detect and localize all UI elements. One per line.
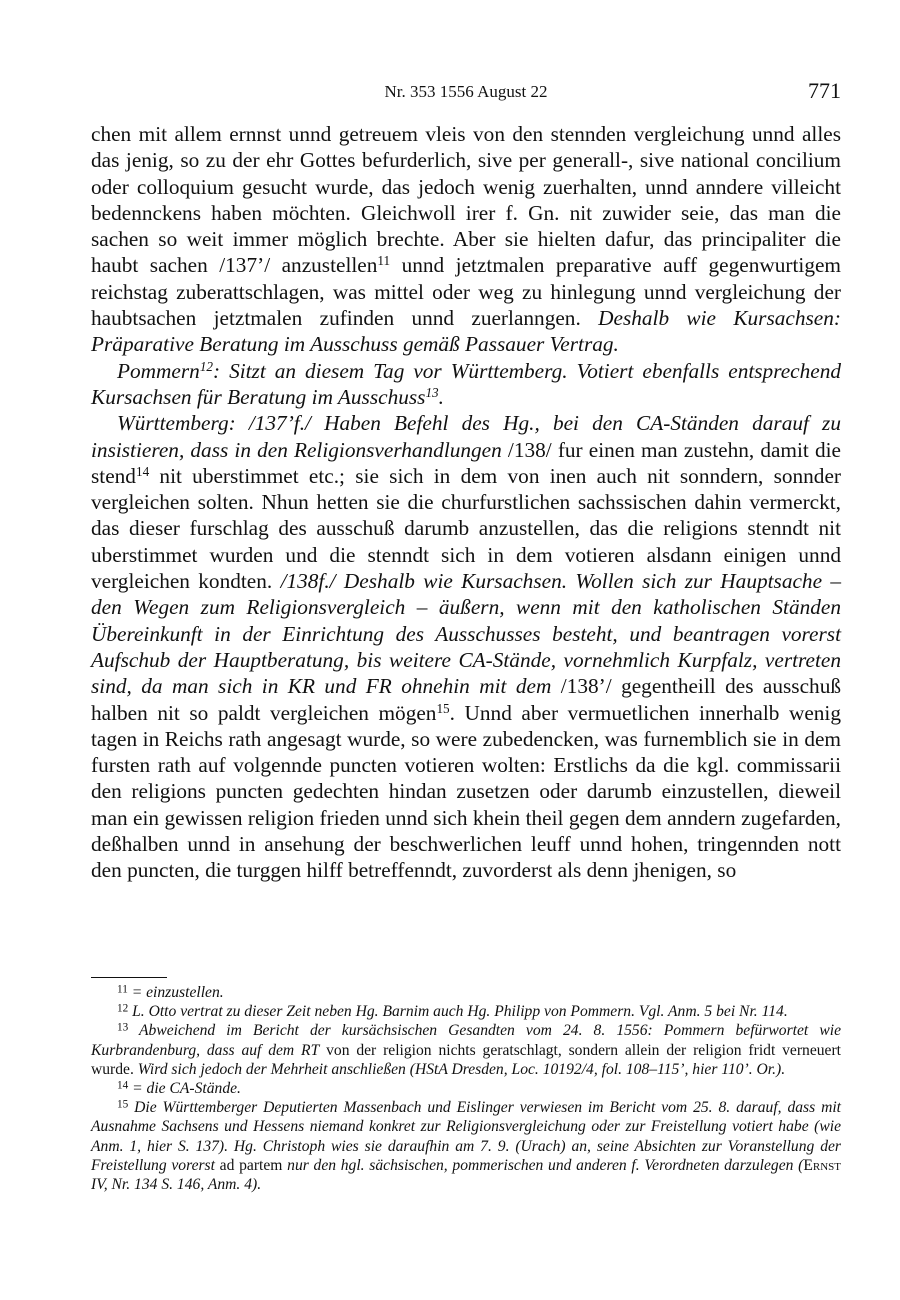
footnote-ref-15[interactable]: 15 [436, 700, 450, 716]
footnote-text: L. Otto vertrat zu dieser Zeit neben Hg. Barnim auch Hg. Philipp von Pommern. Vgl. Anm. 5 bei Nr. 114. [128, 1003, 788, 1021]
speaker-pommern: Pommern [117, 358, 200, 383]
editorial-summary: Württemberg: /137’f./ Haben Befehl des Hg., bei den CA-Ständen darauf zu insistieren, dass in den Religionsverhandlungen [91, 411, 841, 462]
footnote-ref-13[interactable]: 13 [425, 384, 439, 400]
footnote-number: 11 [117, 983, 128, 996]
footnote-13 [91, 1021, 841, 1079]
text-segment: nit uberstimmet etc.; sie sich in dem von inen auch nit sonndern, sonnder vergleichen solten. Nhun hetten sie die churfurstlichen sachssischen dahin vermerckt, das dieser furschlag des ausschuß darumb anzustellen, das die religions stenndt nit uberstimmet wurden und die stenndt sich in dem votieren alsdann einigen unnd vergleichen kondten. [91, 463, 841, 594]
footnote-quote: von der religion nichts geratschlagt, sondern allein der religion fridt verneuert wurde. [91, 1041, 841, 1078]
footnote-ref-11[interactable]: 11 [377, 253, 391, 269]
footnote-number: 13 [117, 1021, 129, 1034]
footnote-ref-14[interactable]: 14 [135, 463, 150, 479]
footnote-text: nur den hgl. sächsischen, pommerischen und anderen f. Verordneten darzulegen ( [287, 1156, 804, 1174]
footnote-11 [91, 983, 841, 1002]
footnote-number: 14 [117, 1079, 129, 1092]
footnote-number: 12 [117, 1002, 129, 1015]
footnote-text: = einzustellen. [127, 984, 224, 1001]
footnote-divider [91, 977, 167, 978]
footnote-text: Abweichend im Bericht der kursächsischen Gesandten vom 24. 8. 1556: Pommern befürwortet wie Kurbrandenburg, dass auf dem RT [91, 1022, 841, 1059]
text-segment: . Unnd aber vermuetlichen innerhalb wenig tagen in Reichs rath angesagt wurde, so were zubedencken, was furnemblich sie in dem fursten rath auf volgennde puncten votieren wolten: Erstlichs da die kgl. commissarii den religions puncten gedechten hindan zusetzen oder darumb einzustellen, dieweil man ein gewissen religion frieden unnd sich khein theil gegen dem anndern zugefarden, deßhalben unnd in ansehung der beschwerlichen leuff unnd hohen, tringennden nott den puncten, die turggen hilff betreffenndt, zuvorderst als denn jhenigen, so [91, 700, 841, 883]
footnote-12 [91, 1002, 841, 1021]
editorial-summary: /138f./ Deshalb wie Kursachsen. Wollen sich zur Hauptsache – den Wegen zum Religionsvergleich – äußern, wenn mit den katholischen Ständen Übereinkunft in der Einrichtung des Ausschusses besteht, und beantragen vorerst Aufschub der Hauptberatung, bis weitere CA-Stände, vornehmlich Kurpfalz, vertreten sind, da man sich in KR und FR ohnehin mit dem [91, 569, 842, 699]
editorial-summary: : Sitzt an diesem Tag vor Württemberg. Votiert ebenfalls entsprechend Kursachsen für Beratung im Ausschuss [91, 358, 841, 409]
text-segment: . [438, 384, 444, 409]
footnote-ref-12[interactable]: 12 [199, 358, 213, 374]
text-segment: chen mit allem ernnst unnd getreuem vleis von den stennden vergleichung unnd alles das jenig, so zu der ehr Gottes befurderlich, sive per generall-, sive national concilium oder colloquium gesucht wurde, das jedoch wenig zuerhalten, unnd anndere villeicht bedennckens haben möchten. Gleichwoll irer f. Gn. nit zuwider seie, das man die sachen so weit immer möglich brechte. Aber sie hielten dafur, das principaliter die haubt sachen /137’/ anzustellen [91, 122, 841, 278]
footnote-text: Wird sich jedoch der Mehrheit anschließen (HStA Dresden, Loc. 10192/4, fol. 108–115’, hier 110’. Or.). [137, 1060, 786, 1078]
page-header [91, 78, 841, 108]
footnote-quote: ad partem [214, 1156, 288, 1174]
text-segment: /138’/ gegentheill des ausschuß halben nit so paldt vergleichen mögen [91, 674, 841, 725]
text-segment: unnd jetztmalen preparative auff gegenwurtigem reichstag zuberattschlagen, was mittel oder weg zu hinlegung unnd vergleichung der haubtsachen jetztmalen zufinden unnd zuerlanngen. [91, 253, 841, 331]
footnote-text: = die CA-Stände. [128, 1080, 241, 1098]
author-name: Ernst [803, 1156, 841, 1174]
paragraph-pommern [91, 358, 841, 411]
footnote-14 [91, 1079, 841, 1098]
editorial-summary: Deshalb wie Kursachsen: Präparative Beratung im Ausschuss gemäß Passauer Vertrag. [91, 306, 841, 357]
footnote-text: Die Württemberger Deputierten Massenbach und Eislinger verwiesen im Bericht vom 25. 8. darauf, dass mit Ausnahme Sachsens und Hessens niemand konkret zur Religionsvergleichung oder zur Freistellung votiert habe (wie Anm. 1, hier S. 137). Hg. Christoph wies sie daraufhin am 7. 9. (Urach) an, seine Absichten zur Voranstellung der Freistellung vorerst [91, 1099, 841, 1174]
footnotes [91, 983, 841, 1194]
main-text [91, 121, 841, 884]
running-head: Nr. 353 1556 August 22 [384, 82, 548, 101]
paragraph-wuerttemberg [91, 410, 841, 883]
footnote-text: IV, Nr. 134 S. 146, Anm. 4). [91, 1176, 262, 1194]
paragraph-1 [91, 121, 841, 358]
footnote-number: 15 [117, 1098, 129, 1111]
page-number: 771 [808, 78, 841, 103]
text-segment: /138/ fur einen man zustehn, damit die stend [91, 437, 841, 488]
footnote-15 [91, 1098, 841, 1194]
